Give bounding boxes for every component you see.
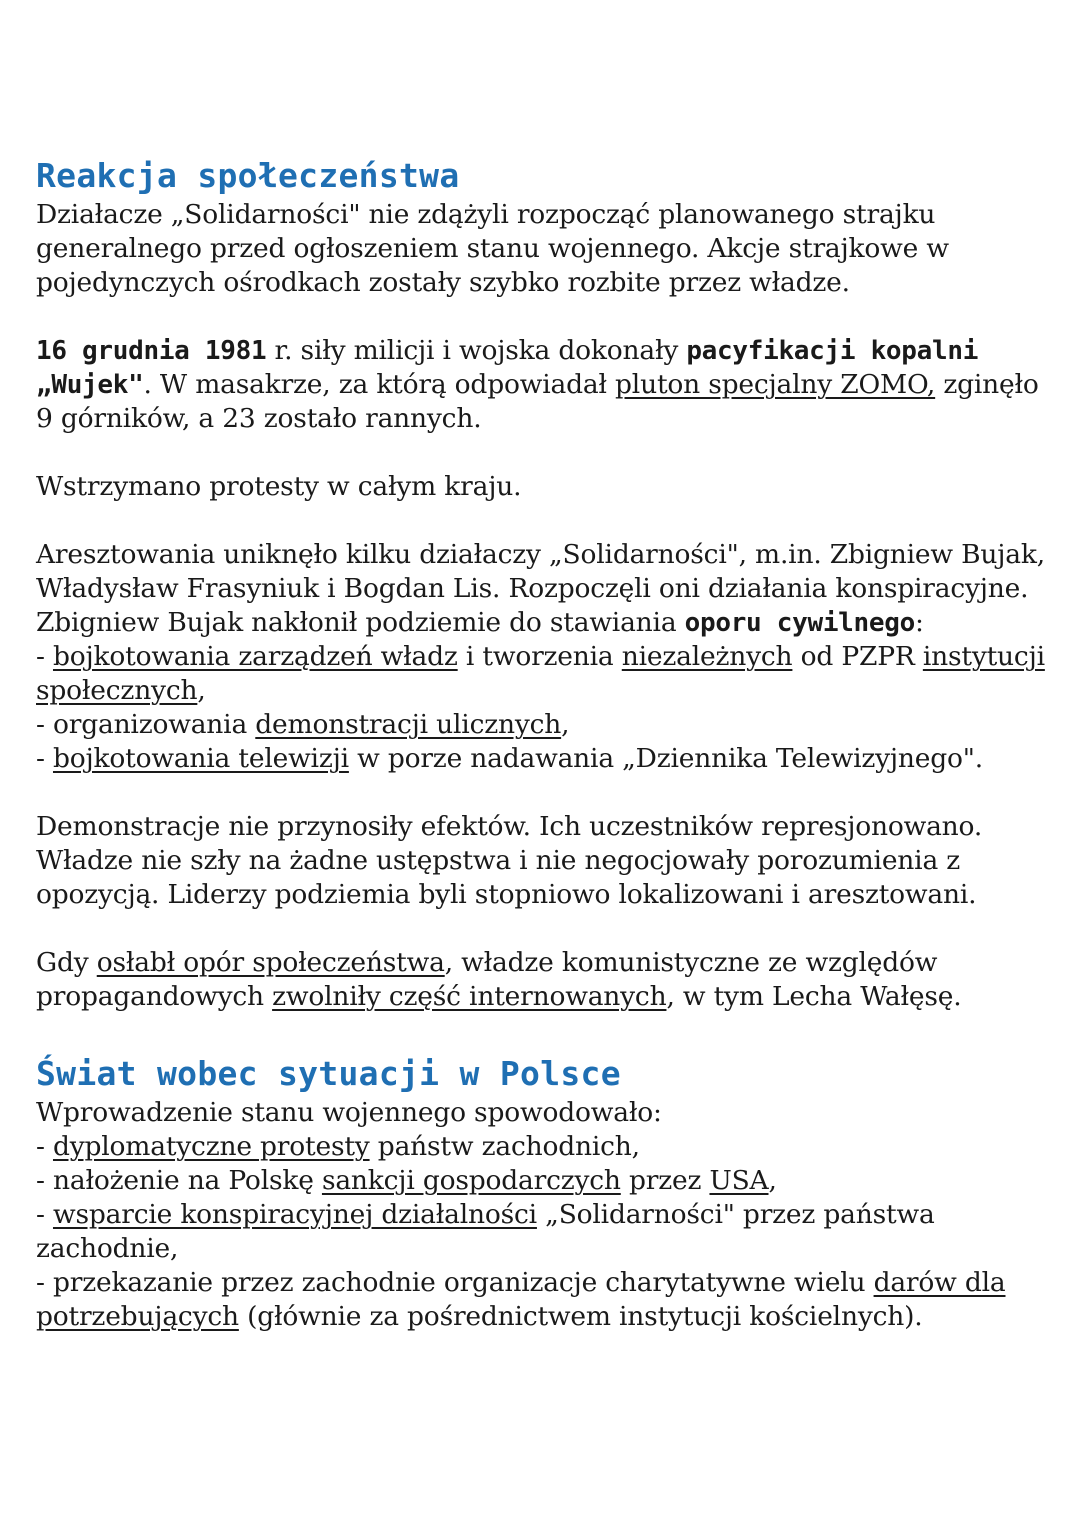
paragraph-wujek-mine: 16 grudnia 1981 r. siły milicji i wojska dokonały pacyfikacji kopalni „Wujek". W masakrze, za którą odpowiadał pluton specjalny ZOMO, zginęło 9 górników, a 23 zostało rannych. [36, 335, 1039, 434]
zomo-underlined: pluton specjalny ZOMO, [615, 369, 936, 400]
list-item: - przekazanie przez zachodnie organizacje charytatywne wielu darów dla potrzebujących (głównie za pośrednictwem instytucji kościelnych). [36, 1267, 1006, 1332]
paragraph-demonstrations: Demonstracje nie przynosiły efektów. Ich uczestników represjonowano. Władze nie szły na żadne ustępstwa i nie negocjowały porozumienia z opozycją. Liderzy podziemia byli stopniowo lokalizowani i aresztowani. [36, 811, 983, 910]
list-item: - bojkotowania zarządzeń władz i tworzenia niezależnych od PZPR instytucji społecznych, [36, 641, 1045, 706]
list-item: - organizowania demonstracji ulicznych, [36, 709, 570, 740]
civil-resistance-list [36, 640, 1056, 776]
date-emphasis: 16 grudnia 1981 [36, 336, 267, 366]
list-item: - dyplomatyczne protesty państw zachodnich, [36, 1131, 640, 1162]
wujek-emphasis: pacyfikacji kopalni „Wujek" [36, 336, 979, 400]
list-item: - bojkotowania telewizji w porze nadawania „Dziennika Telewizyjnego". [36, 743, 983, 774]
civil-resistance-emphasis: oporu cywilnego [684, 608, 915, 638]
paragraph-internees-released: Gdy osłabł opór społeczeństwa, władze komunistyczne ze względów propagandowych zwolniły część internowanych, w tym Lecha Wałęsę. [36, 947, 962, 1012]
list-item: - wsparcie konspiracyjnej działalności „Solidarności" przez państwa zachodnie, [36, 1199, 935, 1264]
section-heading-world-reaction: Świat wobec sytuacji w Polsce [36, 1054, 621, 1093]
section-heading-society-reaction: Reakcja społeczeństwa [36, 156, 460, 195]
paragraph-protests-halted: Wstrzymano protesty w całym kraju. [36, 471, 522, 502]
document-page [36, 154, 1056, 1334]
paragraph-underground-activity: Aresztowania uniknęło kilku działaczy „Solidarności", m.in. Zbigniew Bujak, Władysław Frasyniuk i Bogdan Lis. Rozpoczęli oni działania konspiracyjne. Zbigniew Bujak nakłonił podziemie do stawiania oporu cywilnego: [36, 539, 1045, 638]
world-reaction-list [36, 1130, 1056, 1334]
list-item: - nałożenie na Polskę sankcji gospodarczych przez USA, [36, 1165, 777, 1196]
paragraph-world-intro: Wprowadzenie stanu wojennego spowodowało: [36, 1097, 662, 1128]
paragraph-general-strike: Działacze „Solidarności" nie zdążyli rozpocząć planowanego strajku generalnego przed ogłoszeniem stanu wojennego. Akcje strajkowe w pojedynczych ośrodkach zostały szybko rozbite przez władze. [36, 199, 949, 298]
